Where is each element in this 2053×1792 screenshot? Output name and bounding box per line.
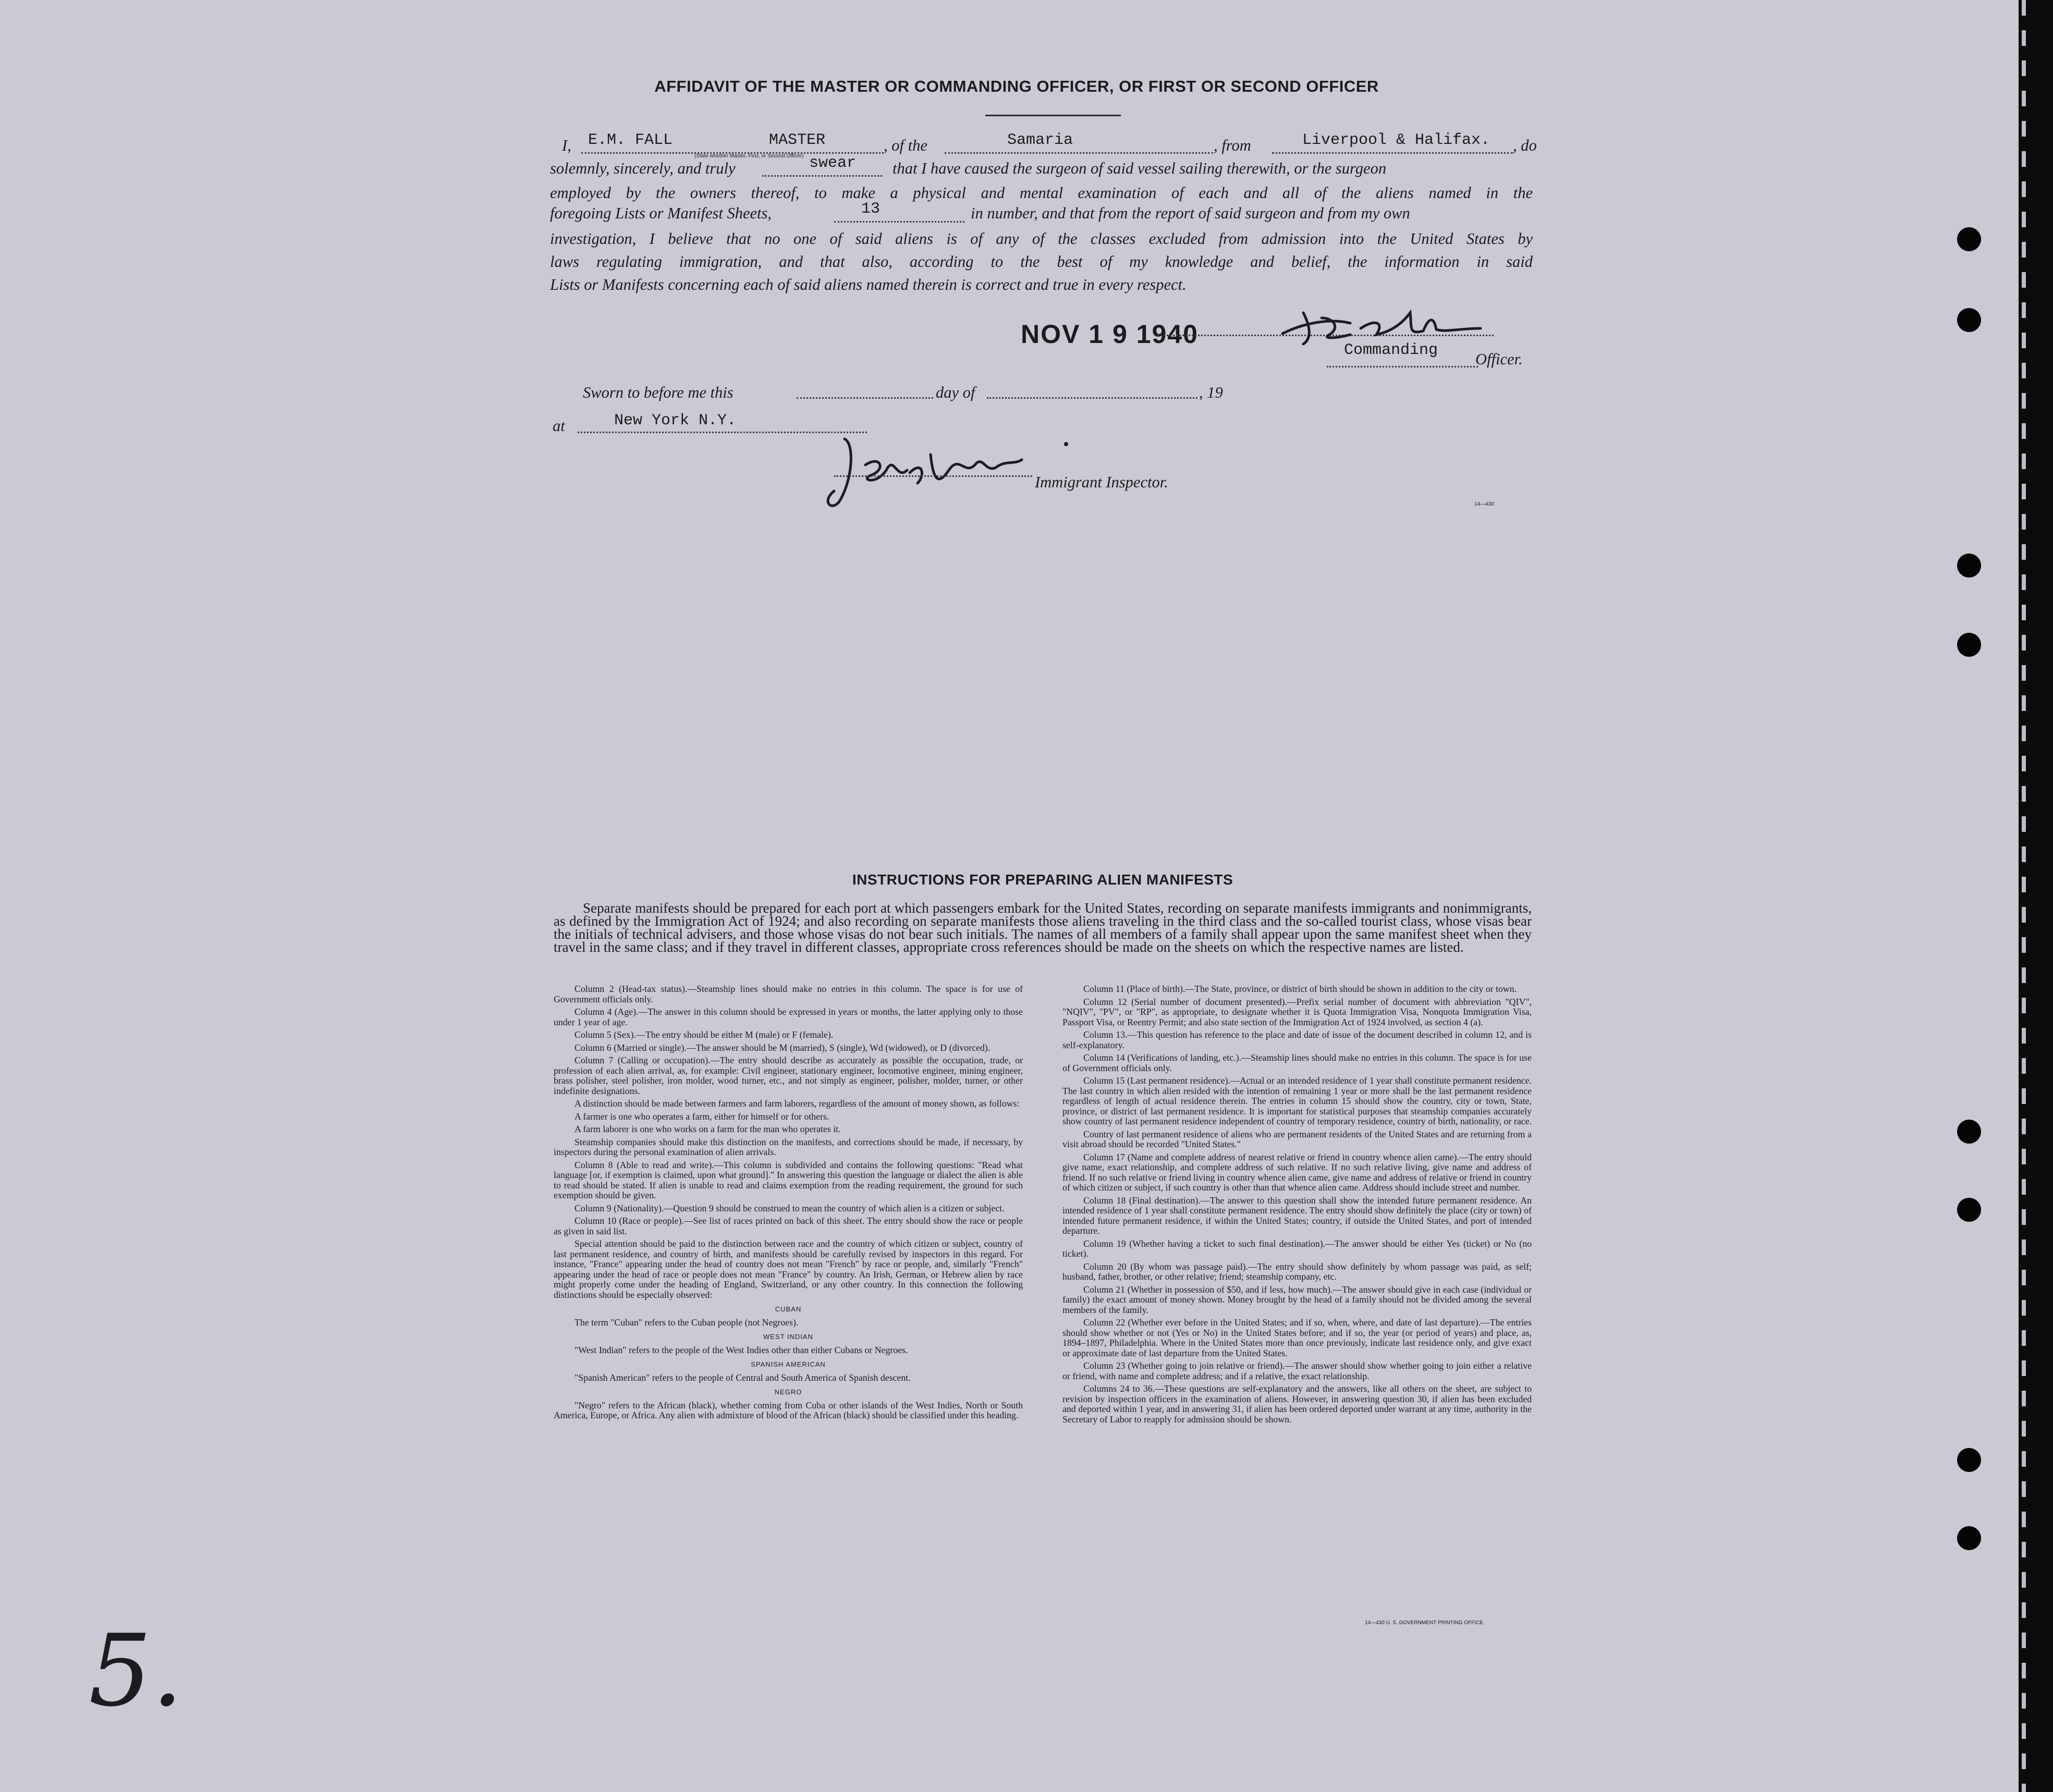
punch-hole — [1957, 308, 1981, 332]
instruction-paragraph: Column 19 (Whether having a ticket to such final destination).—The answer should be either Yes (ticket) or No (no ticket). — [1062, 1238, 1532, 1259]
oath-line — [762, 175, 882, 177]
inspector-label: Immigrant Inspector. — [1035, 473, 1168, 491]
punch-hole — [1957, 554, 1981, 578]
count-line — [834, 221, 964, 223]
vessel-line — [945, 152, 1213, 154]
officer-name: E.M. FALL — [588, 131, 673, 149]
instruction-paragraph: Column 10 (Race or people).—See list of races printed on back of this sheet. The entry should show the race or people as given in said list. — [554, 1216, 1023, 1236]
ports-line — [1272, 152, 1513, 154]
instructions-title: INSTRUCTIONS FOR PREPARING ALIEN MANIFESTS — [852, 872, 1233, 888]
instruction-paragraph: Column 7 (Calling or occupation).—The entry should describe as accurately as possible the occupation, trade, or profession of each alien arrival, as, for example: Civil engineer, stationary engineer, locomotive engineer, mining engineer, brass polisher, steel polisher, iron molder, wood turner, etc., and not simply as engineer, polisher, molder, turner, or other indefinite designations. — [554, 1055, 1023, 1096]
affidavit-from: , from — [1214, 137, 1251, 154]
vessel-name: Samaria — [1007, 131, 1073, 149]
affidavit-line5: investigation, I believe that no one of said aliens is of any of the classes excluded from admission into the United States by — [550, 230, 1533, 248]
form-number: 14—430 — [1474, 501, 1494, 507]
instruction-paragraph: Column 18 (Final destination).—The answer to this question shall show the intended future permanent residence. An intended residence of 1 year shall constitute permanent residence. The entry should show definitely the place (city or town) of intended future permanent residence, if within the United States; country, if outside the United States, and port of intended departure. — [1062, 1195, 1532, 1236]
officer-label: Officer. — [1475, 350, 1523, 368]
departure-ports: Liverpool & Halifax. — [1302, 131, 1490, 149]
title-line — [1327, 366, 1478, 367]
instruction-paragraph: Column 23 (Whether going to join relative or friend).—The answer should show whether going to join either a relative or friend, with name and complete address; and if a relative, the exact relationship. — [1062, 1360, 1532, 1381]
sworn-month-line — [987, 397, 1197, 399]
title-rule — [985, 115, 1121, 116]
affidavit-line6: laws regulating immigration, and that also, according to the best of my knowledge and belief, the information in said — [550, 253, 1533, 271]
instruction-paragraph: Steamship companies should make this distinction on the manifests, and corrections should be made, if necessary, by inspectors during the personal examination of alien arrivals. — [554, 1136, 1023, 1157]
affidavit-line3: employed by the owners thereof, to make a physical and mental examination of each and all of the aliens named in the — [550, 184, 1533, 202]
sheet-count: 13 — [861, 200, 881, 218]
handwritten-sheet-number: 5. — [89, 1613, 184, 1728]
instruction-paragraph: A farmer is one who operates a farm, either for himself or for others. — [575, 1111, 829, 1122]
date-stamp: NOV 1 9 1940 — [1021, 320, 1199, 349]
affidavit-line2: solemnly, sincerely, and truly — [550, 159, 736, 177]
punch-hole — [1957, 227, 1981, 251]
punch-hole — [1957, 1448, 1981, 1472]
affidavit-title: AFFIDAVIT OF THE MASTER OR COMMANDING OFFICER, OR FIRST OR SECOND OFFICER — [654, 77, 1379, 95]
instruction-paragraph: "Spanish American" refers to the people of Central and South America of Spanish descent. — [575, 1372, 911, 1383]
instruction-paragraph: Column 21 (Whether in possession of $50, and if less, how much).—The answer should give in each case (individual or family) the exact amount of money shown. Money brought by the head of a family should not be divided among the several members of the family. — [1062, 1284, 1532, 1315]
instruction-paragraph: "Negro" refers to the African (black), whether coming from Cuba or other islands of the West Indies, North or South America, Europe, or Africa. Any alien with admixture of blood of the African (black) should be classified under this heading. — [554, 1400, 1023, 1420]
sheet-edge — [2022, 0, 2026, 1792]
affidavit-line4b: in number, and that from the report of said surgeon and from my own — [971, 204, 1410, 222]
instructions-right-column — [1062, 984, 1532, 1633]
sworn-day-line — [797, 397, 933, 399]
printing-office-footer: 14—430 U. S. GOVERNMENT PRINTING OFFICE — [1365, 1620, 1484, 1626]
punch-hole — [1957, 1526, 1981, 1550]
instruction-paragraph: Column 14 (Verifications of landing, etc.).—Steamship lines should make no entries in this column. The space is for use of Government officials only. — [1062, 1052, 1532, 1073]
punch-hole — [1957, 1120, 1981, 1144]
instruction-paragraph: Column 4 (Age).—The answer in this column should be expressed in years or months, the latter applying only to those under 1 year of age. — [554, 1007, 1023, 1027]
rank-hint: (State whether Master, First, or Second Officer) — [694, 153, 804, 159]
instruction-paragraph: Column 2 (Head-tax status).—Steamship lines should make no entries in this column. The space is for use of Government officials only. — [554, 984, 1023, 1004]
instruction-paragraph: A farm laborer is one who works on a farm for the man who operates it. — [575, 1124, 841, 1134]
instruction-paragraph: Column 8 (Able to read and write).—This column is subdivided and contains the following questions: "Read what language [or, if exemption is claimed, upon what ground]." In answering this question the language or dialect the alien is able to read should be stated. If alien is unable to read and claims exemption from the reading requirement, the ground for such exemption should be given. — [554, 1159, 1023, 1200]
inspector-line — [834, 475, 1032, 477]
sworn-place: New York N.Y. — [614, 412, 737, 429]
instruction-paragraph: A distinction should be made between farmers and farm laborers, regardless of the amount of money shown, as follows: — [575, 1098, 1020, 1109]
affidavit-line4a: foregoing Lists or Manifest Sheets, — [550, 204, 772, 222]
oath-word: swear — [809, 154, 857, 172]
instructions-left-column — [554, 984, 1023, 1633]
punch-hole — [1957, 633, 1981, 657]
instruction-paragraph: "West Indian" refers to the people of the West Indies other than either Cubans or Negroes. — [575, 1344, 908, 1355]
sworn-text: Sworn to before me this — [583, 384, 734, 401]
instructions-intro: Separate manifests should be prepared for each port at which passengers embark for the United States, recording on separate manifests immigrants and nonimmigrants, as defined by the Immigration Act of 1924; and also recording on separate manifests those aliens traveling in the third class and the so-called tourist class, whose visas bear the initials of technical advisers, and those whose visas do not bear such initials. The names of all members of a family shall appear upon the same manifest sheet when they travel in the same class; and if they travel in different classes, appropriate cross references should be made on the sheets on which the respective names are listed. — [554, 900, 1532, 955]
instruction-paragraph: The term "Cuban" refers to the Cuban people (not Negroes). — [575, 1317, 799, 1328]
instruction-paragraph: Column 20 (By whom was passage paid).—The entry should show definitely by whom passage was paid, as self; husband, father, brother, or other relative; friend; steamship company, etc. — [1062, 1261, 1532, 1282]
instruction-paragraph: Country of last permanent residence of aliens who are permanent residents of the United States and are returning from a visit abroad should be recorded "United States." — [1062, 1128, 1532, 1149]
at-label: at — [553, 417, 565, 435]
instruction-paragraph: Column 9 (Nationality).—Question 9 should be construed to mean the country of which alien is a citizen or subject. — [575, 1202, 1005, 1213]
sworn-year: , 19 — [1199, 384, 1223, 401]
affidavit-of-the: , of the — [884, 137, 927, 154]
instruction-paragraph: Column 5 (Sex).—The entry should be either M (male) or F (female). — [575, 1029, 834, 1040]
officer-rank: MASTER — [769, 131, 826, 149]
affidavit-line2b: that I have caused the surgeon of said vessel sailing therewith, or the surgeon — [893, 159, 1387, 177]
affidavit-do: , do — [1513, 137, 1537, 154]
instruction-paragraph: Column 11 (Place of birth).—The State, province, or district of birth should be shown in addition to the city or town. — [1083, 984, 1517, 994]
instruction-paragraph: Columns 24 to 36.—These questions are self-explanatory and the answers, like all others on the sheet, are subject to revision by inspection officers in the examination of aliens. However, in answering question 30, if alien has been excluded and deported within 1 year, and in answering 31, if alien has been ordered deported under warrant at any time, authority in the Secretary of Labor to reapply for admission should be shown. — [1062, 1383, 1532, 1425]
inspector-signature — [808, 423, 1100, 517]
officer-title: Commanding — [1344, 341, 1438, 359]
instruction-paragraph: Column 6 (Married or single).—The answer should be M (married), S (single), Wd (widowed), or D (divorced). — [575, 1042, 991, 1053]
affidavit-line7: Lists or Manifests concerning each of said aliens named therein is correct and true in every respect. — [550, 276, 1187, 293]
instruction-paragraph: Special attention should be paid to the distinction between race and the country of which citizen or subject, country of last permanent residence, and country of birth, and manifests should be carefully revised by inspectors in this regard. For instance, "France" appearing under the head of country does not mean "French" by race or people, and, similarly "French" appearing under the head of race or people does not mean "France" by country. An Irish, German, or Hebrew alien by race might properly come under the heading of England, Switzerland, or any other country. In this connection the following distinctions should be especially observed: — [554, 1238, 1023, 1300]
instruction-paragraph: Column 13.—This question has reference to the place and date of issue of the document described in column 12, and is self-explanatory. — [1062, 1029, 1532, 1050]
instruction-heading: NEGRO — [774, 1388, 802, 1396]
instruction-heading: CUBAN — [775, 1305, 802, 1313]
affidavit-i: I, — [562, 137, 571, 154]
instruction-paragraph: Column 15 (Last permanent residence).—Actual or an intended residence of 1 year shall constitute permanent residence. The last country in which alien resided with the intention of remaining 1 year or more shall be the last permanent residence regardless of length of actual residence therein. The entries in column 15 should show the country, city or town, State, province, or district of last permanent residence. It is important for statistical purposes that steamship companies accurately show country of last permanent residence independent of country of temporary residence, country of birth, nationality, or race. — [1062, 1075, 1532, 1126]
instruction-heading: WEST INDIAN — [763, 1333, 813, 1341]
instruction-paragraph: Column 22 (Whether ever before in the United States; and if so, when, where, and date of last departure).—The entries should show whether or not (Yes or No) in the United States before; and if so, the year (or period of years) and place, as, 1894–1897, Philadelphia. Where in the United States more than once previously, indicate last residence only, and give exact or approximate date of last departure from the United States. — [1062, 1317, 1532, 1358]
punch-hole — [1957, 1198, 1981, 1222]
sworn-day-of: day of — [936, 384, 975, 401]
instruction-paragraph: Column 12 (Serial number of document presented).—Prefix serial number of document with abbreviation "QIV", "NQIV", "PV", or "RP", as appropriate, to designate whether it is Quota Immigration Visa, Nonquota Immigration Visa, Passport Visa, or Reentry Permit; and also state section of the Immigration Act of 1924 involved, as section 4 (a). — [1062, 996, 1532, 1027]
instruction-paragraph: Column 17 (Name and complete address of nearest relative or friend in country whence alien came).—The entry should give name, exact relationship, and complete address of such relative. If no such relative living, give name and address of friend. If no such relative or friend living in country whence alien came, give name and address of relative or friend in country of which citizen or subject, if such country is other than that whence alien came. Address should include street and number. — [1062, 1151, 1532, 1193]
instruction-heading: SPANISH AMERICAN — [751, 1360, 826, 1368]
